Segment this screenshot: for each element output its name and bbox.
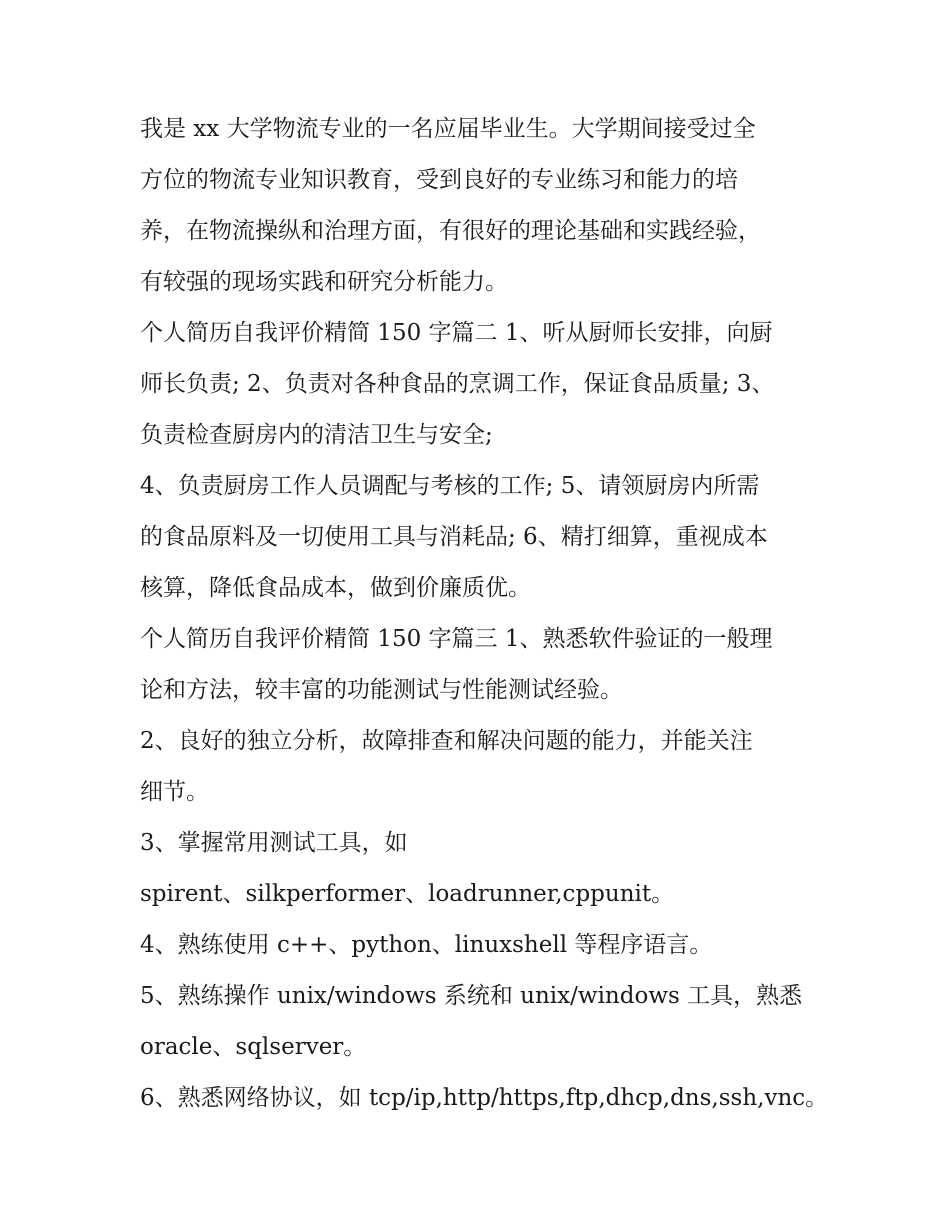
text-line: 个人简历自我评价精简 150 字篇二 1、听从厨师长安排，向厨 <box>140 320 773 346</box>
text-line: 论和方法，较丰富的功能测试与性能测试经验。 <box>140 677 623 703</box>
text-line: 6、熟悉网络协议，如 tcp/ip,http/https,ftp,dhcp,dns,ssh,vnc。 <box>140 1085 829 1111</box>
text-line: 核算，降低食品成本，做到价廉质优。 <box>140 575 531 601</box>
text-line: 2、良好的独立分析，故障排查和解决问题的能力，并能关注 <box>140 728 753 754</box>
text-line: 我是 xx 大学物流专业的一名应届毕业生。大学期间接受过全 <box>140 116 756 142</box>
text-line: 3、掌握常用测试工具，如 <box>140 830 408 856</box>
text-line: 个人简历自我评价精简 150 字篇三 1、熟悉软件验证的一般理 <box>140 626 773 652</box>
document-body <box>140 104 829 1124</box>
text-line: 细节。 <box>140 779 209 805</box>
text-line: 负责检查厨房内的清洁卫生与安全; <box>140 422 493 448</box>
text-line: 的食品原料及一切使用工具与消耗品; 6、精打细算，重视成本 <box>140 524 768 550</box>
text-line: 方位的物流专业知识教育，受到良好的专业练习和能力的培 <box>140 167 738 193</box>
text-line: 养，在物流操纵和治理方面，有很好的理论基础和实践经验， <box>140 218 761 244</box>
text-line: 4、熟练使用 c++、python、linuxshell 等程序语言。 <box>140 932 713 958</box>
text-line: 4、负责厨房工作人员调配与考核的工作; 5、请领厨房内所需 <box>140 473 760 499</box>
text-line: 师长负责; 2、负责对各种食品的烹调工作，保证食品质量; 3、 <box>140 371 775 397</box>
text-line: spirent、silkperformer、loadrunner,cppunit。 <box>140 881 675 907</box>
text-line: 5、熟练操作 unix/windows 系统和 unix/windows 工具，熟悉 <box>140 983 803 1009</box>
text-line: 有较强的现场实践和研究分析能力。 <box>140 269 508 295</box>
text-line: oracle、sqlserver。 <box>140 1034 367 1060</box>
